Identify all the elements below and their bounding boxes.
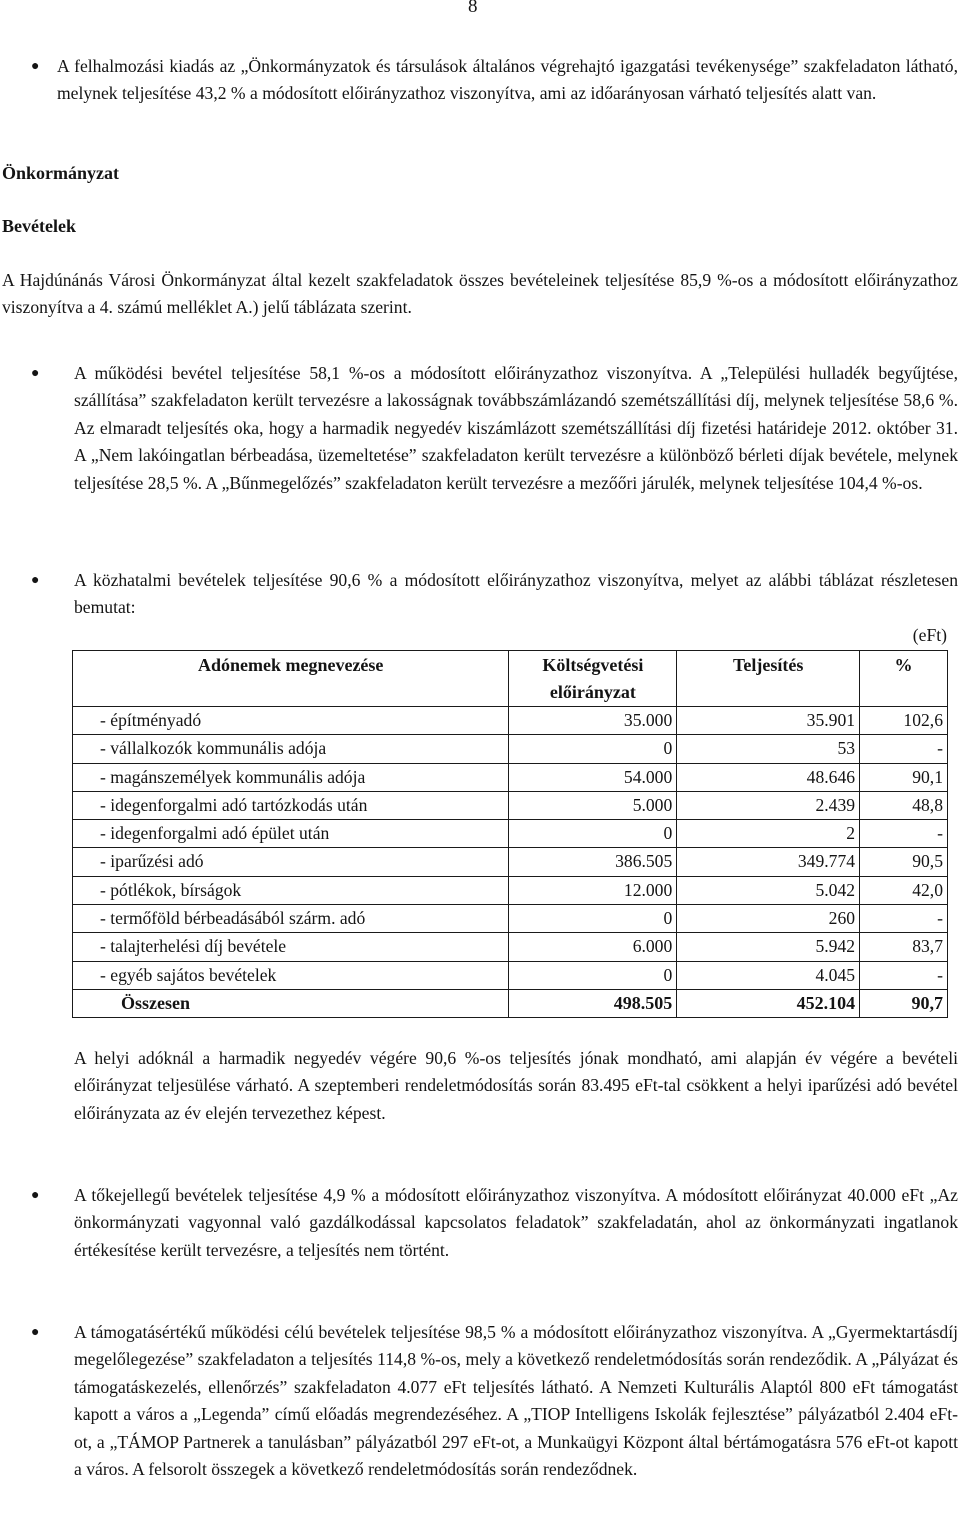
cell-actual: 35.901 bbox=[677, 707, 860, 735]
cell-budget: 0 bbox=[509, 961, 677, 989]
bullet-icon: ● bbox=[31, 59, 40, 74]
cell-percent: - bbox=[860, 820, 948, 848]
cell-percent: - bbox=[860, 905, 948, 933]
paragraph-local-taxes: A helyi adóknál a harmadik negyedév végére 90,6 %-os teljesítés jónak mondható, ami alapján év végére a bevételi előirányzat teljesülése várható. A szeptemberi rendeletmódosítás során 83.495 eFt-tal csökkent a helyi iparűzési adó bevétel előirányzata az év elején tervezethez képest. bbox=[74, 1048, 958, 1123]
cell-name: - talajterhelési díj bevétele bbox=[73, 933, 509, 961]
cell-percent: 48,8 bbox=[860, 791, 948, 819]
table-row bbox=[73, 933, 948, 961]
heading-onkormanyzat: Önkormányzat bbox=[2, 163, 119, 183]
bullet-icon: ● bbox=[31, 1325, 40, 1340]
total-budget: 498.505 bbox=[509, 989, 677, 1017]
table-header-row bbox=[73, 651, 948, 707]
cell-actual: 5.042 bbox=[677, 876, 860, 904]
table-row bbox=[73, 820, 948, 848]
cell-budget: 5.000 bbox=[509, 791, 677, 819]
cell-budget: 12.000 bbox=[509, 876, 677, 904]
table-row bbox=[73, 961, 948, 989]
cell-budget: 386.505 bbox=[509, 848, 677, 876]
bullet-icon: ● bbox=[31, 573, 40, 588]
paragraph-capital-expenditure: A felhalmozási kiadás az „Önkormányzatok és társulások általános végrehajtó igazgatási tevékenysége” szakfeladaton látható, melynek teljesítése 43,2 % a módosított előirányzathoz viszonyítva, ami az időarányosan várható teljesítés alatt van. bbox=[57, 56, 958, 104]
heading-bevetelek: Bevételek bbox=[2, 216, 76, 236]
cell-actual: 48.646 bbox=[677, 763, 860, 791]
table-row bbox=[73, 791, 948, 819]
paragraph-capital-revenue: A tőkejellegű bevételek teljesítése 4,9 % a módosított előirányzathoz viszonyítva. A módosított előirányzat 40.000 eFt „Az önkormányzati vagyonnal való gazdálkodással kapcsolatos feladatok” szakfeladatán, ahol az önkormányzati ingatlanok értékesítése került tervezésre, a teljesítés nem történt. bbox=[74, 1185, 958, 1260]
cell-actual: 2 bbox=[677, 820, 860, 848]
cell-percent: 83,7 bbox=[860, 933, 948, 961]
cell-name: - egyéb sajátos bevételek bbox=[73, 961, 509, 989]
header-actual: Teljesítés bbox=[677, 651, 860, 707]
cell-name: - építményadó bbox=[73, 707, 509, 735]
cell-budget: 35.000 bbox=[509, 707, 677, 735]
unit-label: (eFt) bbox=[912, 625, 947, 645]
cell-name: - idegenforgalmi adó tartózkodás után bbox=[73, 791, 509, 819]
cell-percent: 102,6 bbox=[860, 707, 948, 735]
table-row bbox=[73, 763, 948, 791]
cell-percent: 90,5 bbox=[860, 848, 948, 876]
header-name: Adónemek megnevezése bbox=[73, 651, 509, 707]
cell-budget: 54.000 bbox=[509, 763, 677, 791]
cell-name: - pótlékok, bírságok bbox=[73, 876, 509, 904]
cell-actual: 349.774 bbox=[677, 848, 860, 876]
cell-budget: 0 bbox=[509, 735, 677, 763]
cell-percent: 90,1 bbox=[860, 763, 948, 791]
cell-percent: - bbox=[860, 961, 948, 989]
paragraph-public-revenue: A közhatalmi bevételek teljesítése 90,6 % a módosított előirányzathoz viszonyítva, melyet az alábbi táblázat részletesen bemutat: bbox=[74, 570, 958, 618]
cell-percent: 42,0 bbox=[860, 876, 948, 904]
bullet-icon: ● bbox=[31, 1188, 40, 1203]
bullet-icon: ● bbox=[31, 366, 40, 381]
cell-name: - idegenforgalmi adó épület után bbox=[73, 820, 509, 848]
paragraph-operating-revenue: A működési bevétel teljesítése 58,1 %-os a módosított előirányzathoz viszonyítva. A „Települési hulladék begyűjtése, szállítása” szakfeladaton került tervezésre a lakosságnak továbbszámlázandó szemétszállítási díj, melynek teljesítése 58,6 %. Az elmaradt teljesítés oka, hogy a harmadik negyedév kiszámlázott szemétszállítási díj fizetési határideje 2012. október 31. A „Nem lakóingatlan bérbeadása, üzemeltetése” szakfeladaton került tervezésre a különböző bérleti díjak bevétele, melynek teljesítése 28,5 %. A „Bűnmegelőzés” szakfeladaton került tervezésre a mezőőri járulék, melynek teljesítése 104,4 %-os. bbox=[74, 363, 958, 493]
tax-table bbox=[72, 650, 948, 1018]
cell-actual: 53 bbox=[677, 735, 860, 763]
cell-name: - termőföld bérbeadásából szárm. adó bbox=[73, 905, 509, 933]
total-actual: 452.104 bbox=[677, 989, 860, 1017]
cell-actual: 4.045 bbox=[677, 961, 860, 989]
total-percent: 90,7 bbox=[860, 989, 948, 1017]
paragraph-revenue-summary: A Hajdúnánás Városi Önkormányzat által kezelt szakfeladatok összes bevételeinek teljesítése 85,9 %-os a módosított előirányzathoz viszonyítva a 4. számú melléklet A.) jelű táblázata szerint. bbox=[2, 270, 958, 318]
header-budget: Költségvetési előirányzat bbox=[509, 651, 677, 707]
table-row bbox=[73, 848, 948, 876]
cell-percent: - bbox=[860, 735, 948, 763]
table-total-row bbox=[73, 989, 948, 1017]
cell-name: - iparűzési adó bbox=[73, 848, 509, 876]
total-label: Összesen bbox=[73, 989, 509, 1017]
cell-budget: 0 bbox=[509, 820, 677, 848]
cell-name: - vállalkozók kommunális adója bbox=[73, 735, 509, 763]
cell-budget: 0 bbox=[509, 905, 677, 933]
table-row bbox=[73, 735, 948, 763]
table-row bbox=[73, 707, 948, 735]
header-percent: % bbox=[860, 651, 948, 707]
cell-actual: 5.942 bbox=[677, 933, 860, 961]
page-number: 8 bbox=[468, 0, 478, 17]
cell-name: - magánszemélyek kommunális adója bbox=[73, 763, 509, 791]
cell-actual: 2.439 bbox=[677, 791, 860, 819]
cell-budget: 6.000 bbox=[509, 933, 677, 961]
table-row bbox=[73, 905, 948, 933]
table-row bbox=[73, 876, 948, 904]
paragraph-support-revenue: A támogatásértékű működési célú bevételek teljesítése 98,5 % a módosított előirányzathoz viszonyítva. A „Gyermektartásdíj megelőlegezése” szakfeladaton a teljesítés 114,8 %-os, mely a következő rendeletmódosítás során rendeződik. A „Pályázat és támogatáskezelés, ellenőrzés” szakfeladaton 4.077 eFt teljesítés látható. A Nemzeti Kulturális Alaptól 800 eFt támogatást kapott a város a „Legenda” című előadás megrendezéséhez. A „TIOP Intelligens Iskolák fejlesztése” pályázatból 2.404 eFt-ot, a „TÁMOP Partnerek a tanulásban” pályázatból 297 eFt-ot, a Munkaügyi Központ által bértámogatásra 576 eFt-ot kapott a város. A felsorolt összegek a következő rendeletmódosítás során rendeződnek. bbox=[74, 1322, 958, 1480]
cell-actual: 260 bbox=[677, 905, 860, 933]
